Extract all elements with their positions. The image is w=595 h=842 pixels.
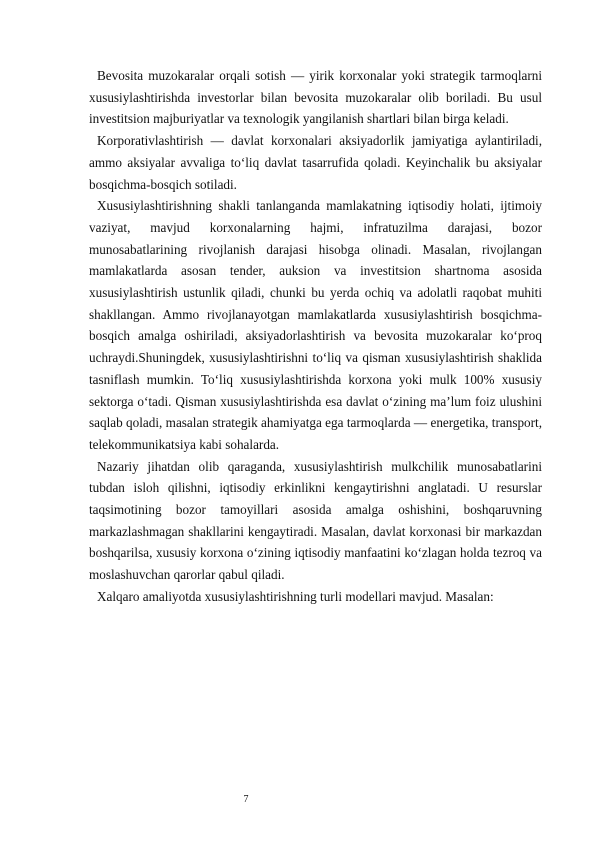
paragraph-theory: Nazariy jihatdan olib qaraganda, xususiylashtirish mulkchilik munosabatlarini tubdan isloh qilishni, iqtisodiy erkinlikni kengaytirishni anglatadi. U resurslar taqsimotining bozor tamoyillari asosida amalga oshishini, boshqaruvning markazlashmagan shakllarini kengaytiradi. Masalan, davlat korxonasi bir markazdan boshqarilsa, xususiy korxona o‘zining iqtisodiy manfaatini ko‘zlagan holda tezroq va moslashuvchan qarorlar qabul qiladi. <box>89 458 542 583</box>
paragraph-corporatization: Korporativlashtirish — davlat korxonalari aksiyadorlik jamiyatiga aylantiriladi, ammo aksiyalar avvaliga to‘liq davlat tasarrufida qoladi. Keyinchalik bu aksiyalar bosqichma-bosqich sotiladi. <box>89 133 542 192</box>
paragraph-international-models: Xalqaro amaliyotda xususiylashtirishning turli modellari mavjud. Masalan: <box>97 588 494 604</box>
paragraph-direct-negotiations: Bevosita muzokaralar orqali sotish — yirik korxonalar yoki strategik tarmoqlarni xususiylashtirishda investorlar bilan bevosita muzokaralar olib boriladi. Bu usul investitsion majburiyatlar va texnologik yangilanish shartlari bilan birga keladi. <box>89 68 542 127</box>
paragraph-privatization-forms: Xususiylashtirishning shakli tanlanganda mamlakatning iqtisodiy holati, ijtimoiy vaziyat, mavjud korxonalarning hajmi, infratuzilma darajasi, bozor munosabatlarining rivojlanish darajasi hisobga olinadi. Masalan, rivojlangan mamlakatlarda asosan tender, auksion va investitsion shartnoma asosida xususiylashtirish ustunlik qiladi, chunki bu yerda ochiq va adolatli raqobat muhiti shakllangan. Ammo rivojlanayotgan mamlakatlarda xususiylashtirish bosqichma-bosqich amalga oshiriladi, aksiyadorlashtirish va bevosita muzokaralar ko‘proq uchraydi.Shuningdek, xususiylashtirishni to‘liq va qisman xususiylashtirish shaklida tasniflash mumkin. To‘liq xususiylashtirishda korxona yoki mulk 100% xususiy sektorga o‘tadi. Qisman xususiylashtirishda esa davlat o‘zining ma’lum foiz ulushini saqlab qoladi, masalan strategik ahamiyatga ega tarmoqlarda — energetika, transport, telekommunikatsiya kabi sohalarda. <box>89 198 542 452</box>
page-number: 7 <box>243 794 249 805</box>
page-body <box>89 65 542 608</box>
